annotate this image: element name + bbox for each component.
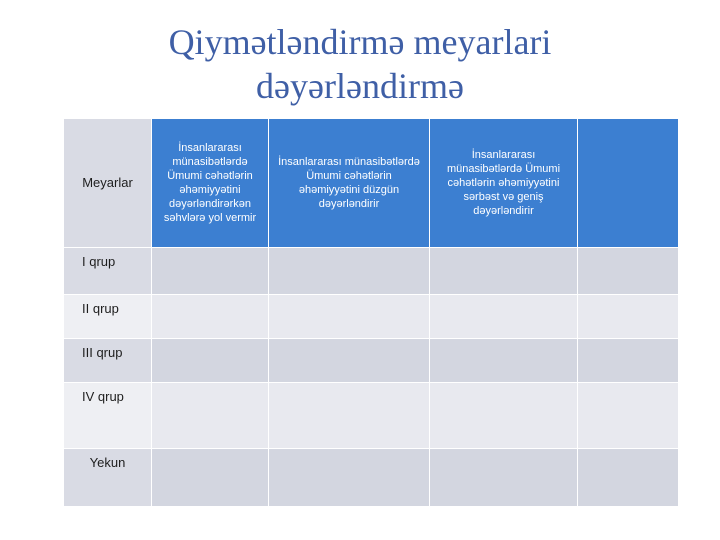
table-cell[interactable] <box>269 295 430 339</box>
table-cell[interactable] <box>152 248 269 295</box>
table-cell[interactable] <box>152 383 269 449</box>
table-row <box>64 339 679 383</box>
table-cell[interactable] <box>269 248 430 295</box>
row-label: II qrup <box>64 295 152 339</box>
table-row <box>64 383 679 449</box>
header-cell: İnsanlararası münasibətlərdə Ümumi cəhətlərin əhəmiyyətini düzgün dəyərləndirir <box>269 119 430 248</box>
table-header-row <box>64 119 679 248</box>
table-cell[interactable] <box>578 383 679 449</box>
table-cell[interactable] <box>578 295 679 339</box>
criteria-table <box>63 118 679 507</box>
table-cell[interactable] <box>430 248 578 295</box>
table-cell[interactable] <box>430 339 578 383</box>
row-label: Yekun <box>64 449 152 507</box>
table-row <box>64 295 679 339</box>
table-cell[interactable] <box>430 449 578 507</box>
table-row <box>64 449 679 507</box>
table-row <box>64 248 679 295</box>
table-cell[interactable] <box>578 339 679 383</box>
header-cell: İnsanlararası münasibətlərdə Ümumi cəhətlərin əhəmiyyətini dəyərləndirərkən səhvlərə yol vermir <box>152 119 269 248</box>
table-cell[interactable] <box>578 449 679 507</box>
table-cell[interactable] <box>269 383 430 449</box>
table-cell[interactable] <box>269 449 430 507</box>
table-cell[interactable] <box>152 339 269 383</box>
table-cell[interactable] <box>152 295 269 339</box>
slide-title <box>60 20 660 108</box>
title-line-2: dəyərləndirmə <box>256 66 464 106</box>
row-label: IV qrup <box>64 383 152 449</box>
title-line-1: Qiymətləndirmə meyarlari <box>168 22 552 62</box>
table-cell[interactable] <box>430 295 578 339</box>
table-cell[interactable] <box>578 248 679 295</box>
corner-header-cell: Meyarlar <box>64 119 152 248</box>
table-cell[interactable] <box>152 449 269 507</box>
row-label: I qrup <box>64 248 152 295</box>
table-cell[interactable] <box>430 383 578 449</box>
table-cell[interactable] <box>269 339 430 383</box>
header-cell: İnsanlararası münasibətlərdə Ümumi cəhətlərin əhəmiyyətini sərbəst və geniş dəyərləndirir <box>430 119 578 248</box>
row-label: III qrup <box>64 339 152 383</box>
header-cell-empty <box>578 119 679 248</box>
